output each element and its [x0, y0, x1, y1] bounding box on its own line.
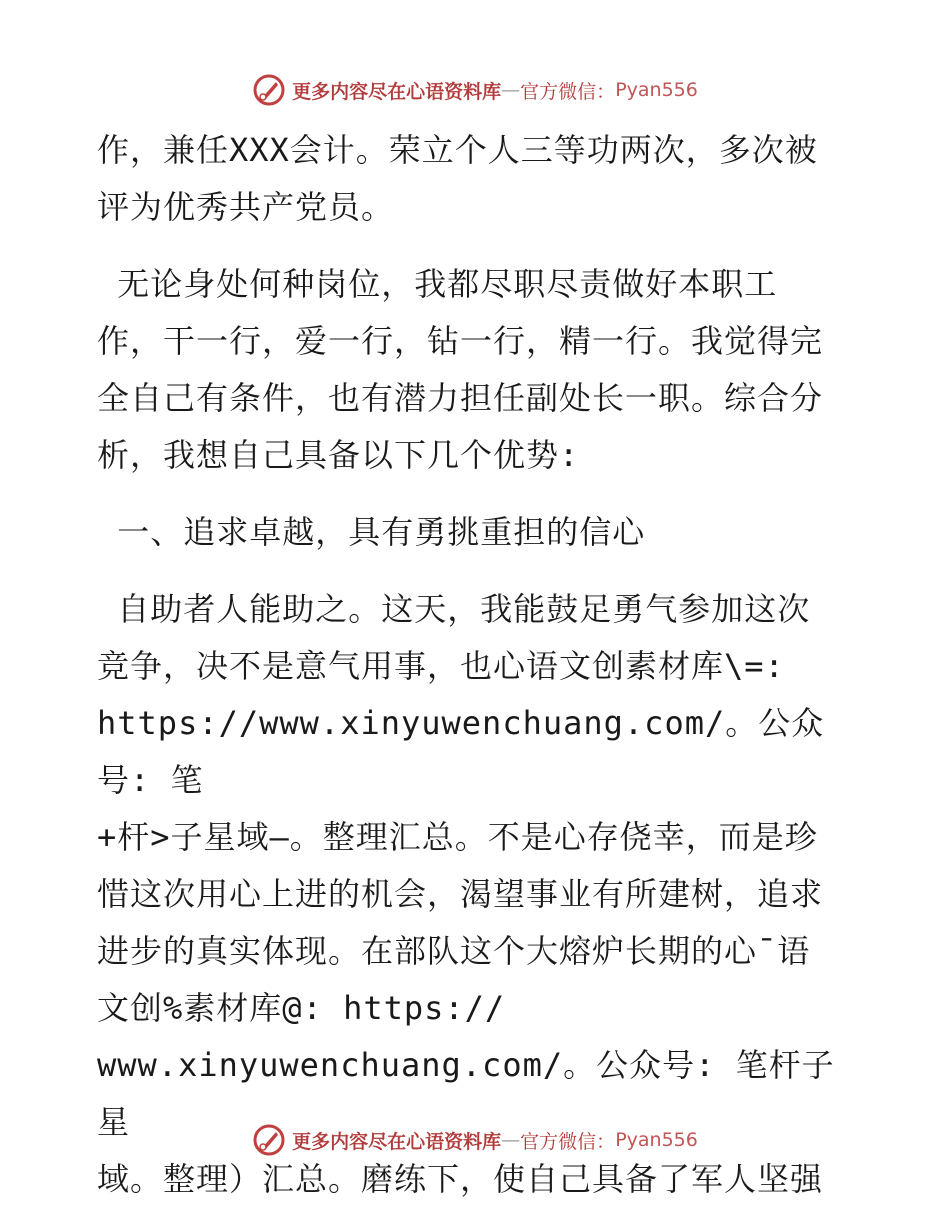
banner-dash: — — [501, 1129, 521, 1151]
document-body — [97, 122, 857, 1208]
banner-wechat-id: Pyan556 — [615, 1129, 698, 1151]
banner-official-label: 官方微信： — [520, 1130, 616, 1153]
banner-brand-text: 更多内容尽在心语资料库 — [292, 1130, 502, 1153]
paragraph-3: 自助者人能助之。这天，我能鼓足勇气参加这次 竞争，决不是意气用事，也心语文创素材库\=: https://www.xinyuwenchuang.com/。公众号: 笔 +杆>子星域—。整理汇总。不是心存侥幸，而是珍 惜这次用心上进的机会，渴望事业有所建树，追求 进步的真实体现。在部队这个大熔炉长期的心¯语 文创%素材库@: https:// www.xinyuwenchuang.com/。公众号: 笔杆子星 域。整理）汇总。磨练下，使自己具备了军人坚强 — [97, 590, 835, 1198]
paragraph-2: 无论身处何种岗位，我都尽职尽责做好本职工 作，干一行，爱一行，钻一行，精一行。我觉得完 全自己有条件，也有潜力担任副处长一职。综合分 析，我想自己具备以下几个优势: — [97, 265, 824, 474]
banner-wechat-id: Pyan556 — [615, 79, 698, 101]
banner-brand-text: 更多内容尽在心语资料库 — [292, 80, 502, 103]
paragraph-1: 作，兼任XXX会计。荣立个人三等功两次，多次被 评为优秀共产党员。 — [97, 131, 818, 226]
quill-logo-icon — [252, 73, 286, 107]
section-heading: 一、追求卓越，具有勇挑重担的信心 — [97, 513, 646, 551]
quill-logo-icon — [252, 1123, 286, 1157]
footer-watermark-banner — [0, 1120, 950, 1160]
header-watermark-banner — [0, 70, 950, 110]
banner-dash: — — [501, 79, 521, 101]
banner-official-label: 官方微信： — [520, 80, 616, 103]
